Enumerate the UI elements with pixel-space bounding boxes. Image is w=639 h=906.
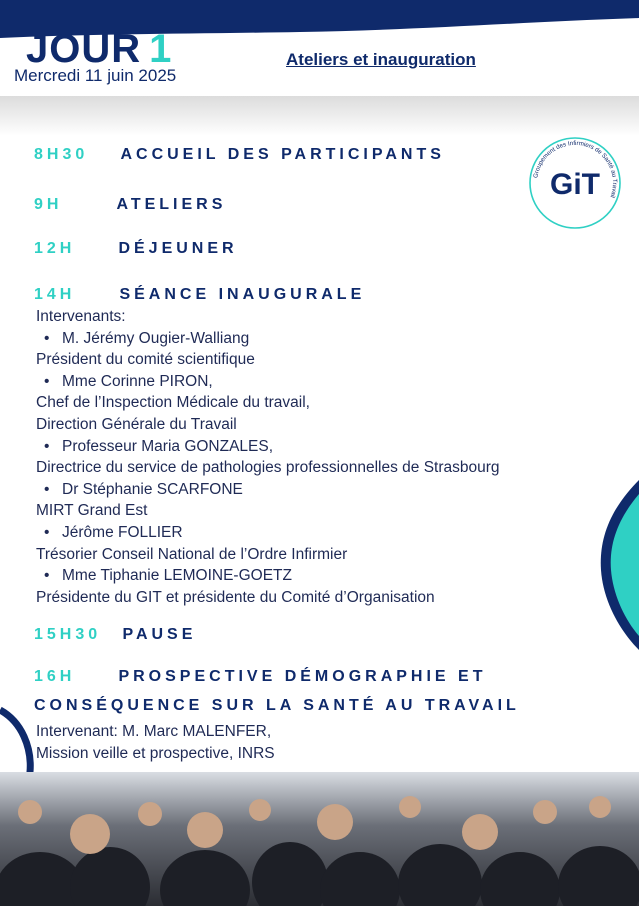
speaker-role: Direction Générale du Travail (36, 415, 237, 433)
logo-ring-text: Groupement des Infirmiers de Santé au Travail (532, 139, 619, 199)
schedule-time: 15H30 (34, 626, 102, 643)
schedule-title: PAUSE (122, 626, 197, 643)
speaker-role: Chef de l’Inspection Médicale du travail, (36, 394, 310, 412)
header-shadow (0, 96, 639, 136)
speaker-name: • Mme Corinne PIRON, (36, 371, 500, 393)
schedule-time: 8H30 (34, 146, 89, 163)
schedule-row-prospective (34, 668, 487, 686)
prospective-speaker (36, 721, 275, 764)
speaker-role: Directrice du service de pathologies professionnelles de Strasbourg (36, 459, 500, 477)
speaker-role: Mission veille et prospective, INRS (36, 744, 275, 762)
schedule-row-seance (34, 286, 365, 304)
schedule-title-line2: CONSÉQUENCE SUR LA SANTÉ AU TRAVAIL (34, 697, 520, 714)
speaker-name: • M. Jérémy Ougier-Walliang (36, 328, 500, 350)
schedule-row-prospective-cont (34, 697, 520, 715)
schedule-row-accueil (34, 146, 445, 164)
seance-speakers (36, 306, 500, 608)
speaker-role: Président du comité scientifique (36, 351, 255, 369)
logo-letters: GiT (550, 168, 600, 201)
right-arc-decoration (599, 480, 639, 650)
speaker-role: MIRT Grand Est (36, 502, 148, 520)
event-date: Mercredi 11 juin 2025 (14, 66, 177, 85)
schedule-time: 16H (34, 668, 76, 685)
schedule-row-dejeuner (34, 240, 238, 258)
schedule-row-pause (34, 626, 196, 644)
schedule-title: ATELIERS (116, 196, 227, 213)
day-word: JOUR (26, 27, 142, 71)
schedule-title: PROSPECTIVE DÉMOGRAPHIE ET (118, 668, 487, 685)
day-subtitle: Ateliers et inauguration (286, 50, 476, 69)
speaker-name: • Professeur Maria GONZALES, (36, 436, 500, 458)
schedule-time: 14H (34, 286, 76, 303)
schedule-time: 12H (34, 240, 76, 257)
day-number: 1 (149, 27, 173, 71)
schedule-title: ACCUEIL DES PARTICIPANTS (120, 146, 445, 163)
speaker-role: Trésorier Conseil National de l’Ordre Infirmier (36, 545, 348, 563)
schedule-time: 9H (34, 196, 63, 213)
schedule-title: DÉJEUNER (118, 240, 238, 257)
git-logo (528, 136, 622, 230)
speaker-name: • Mme Tiphanie LEMOINE-GOETZ (36, 565, 500, 587)
schedule-title: SÉANCE INAUGURALE (119, 286, 366, 303)
speakers-label: Intervenants: (36, 308, 126, 325)
speaker-name: • Dr Stéphanie SCARFONE (36, 479, 500, 501)
speaker-name: • Jérôme FOLLIER (36, 522, 500, 544)
audience-photo (0, 772, 639, 906)
schedule-row-ateliers (34, 196, 226, 214)
speaker-role: Présidente du GIT et présidente du Comité d’Organisation (36, 588, 435, 606)
speaker-name: Intervenant: M. Marc MALENFER, (36, 723, 272, 740)
